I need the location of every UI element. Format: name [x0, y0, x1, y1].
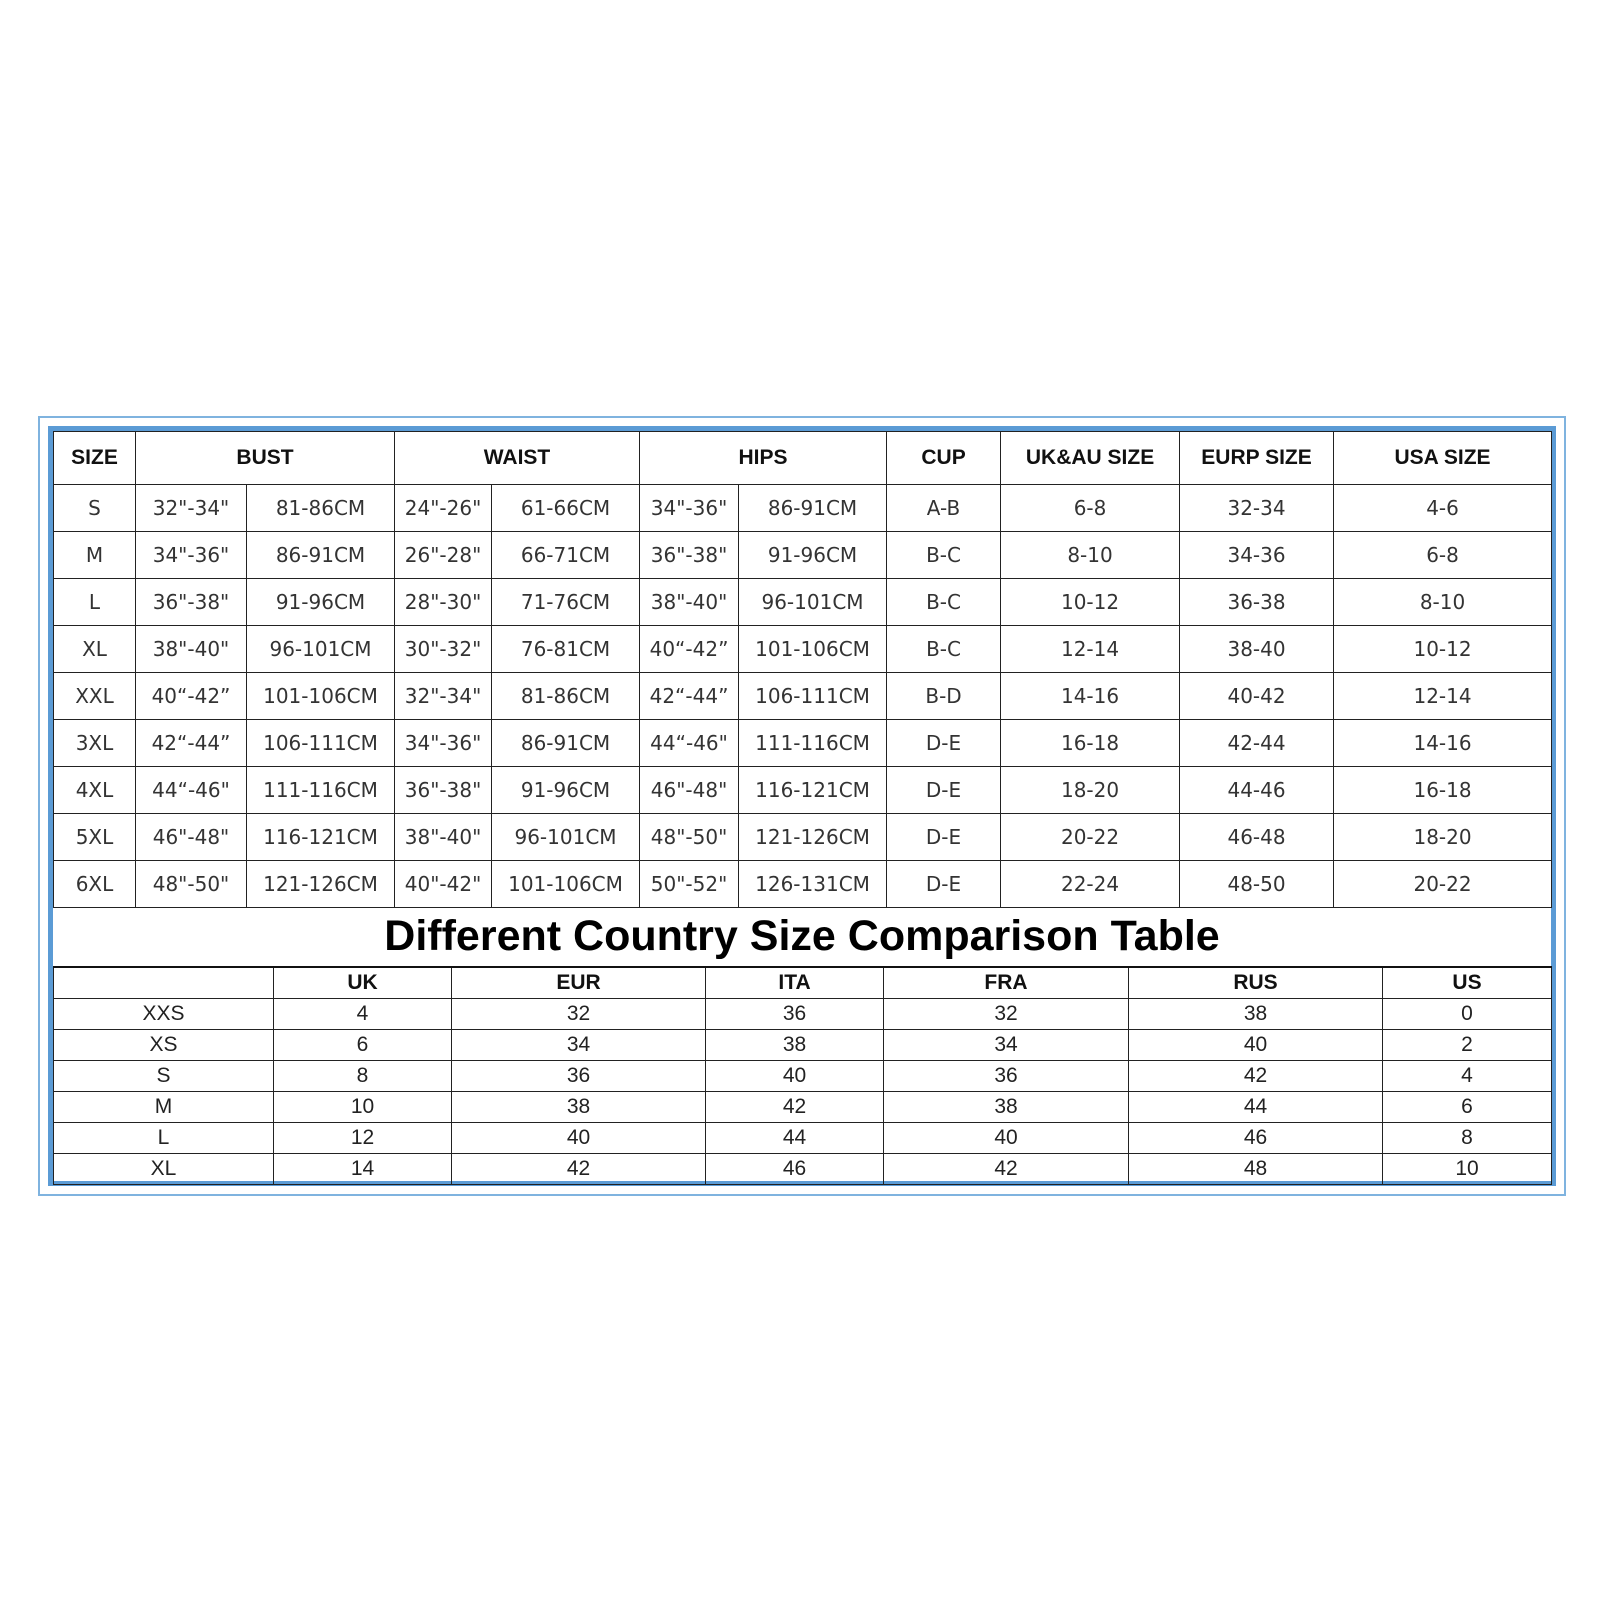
size-cell: 42-44: [1180, 720, 1334, 767]
comparison-cell: 40: [706, 1061, 884, 1092]
size-cell: 32"-34": [395, 673, 492, 720]
comparison-cell: 36: [706, 999, 884, 1030]
comparison-row: [54, 1123, 1552, 1154]
comparison-cell: 38: [706, 1030, 884, 1061]
size-cell: 20-22: [1001, 814, 1180, 861]
size-cell: 6-8: [1334, 532, 1552, 579]
size-cell: 38"-40": [640, 579, 739, 626]
size-row: [54, 814, 1552, 861]
size-cell: 81-86CM: [247, 485, 395, 532]
size-cell: 111-116CM: [247, 767, 395, 814]
size-cell: 48-50: [1180, 861, 1334, 908]
size-cell: 42“-44”: [640, 673, 739, 720]
size-cell: 96-101CM: [247, 626, 395, 673]
size-cell: 38"-40": [395, 814, 492, 861]
comparison-cell: 34: [452, 1030, 706, 1061]
size-cell: XL: [54, 626, 136, 673]
size-cell: 111-116CM: [739, 720, 887, 767]
comparison-cell: 44: [706, 1123, 884, 1154]
comparison-cell: 32: [884, 999, 1129, 1030]
size-cell: 121-126CM: [739, 814, 887, 861]
size-cell: 18-20: [1334, 814, 1552, 861]
size-cell: 46"-48": [640, 767, 739, 814]
size-row: [54, 720, 1552, 767]
size-cell: 38"-40": [136, 626, 247, 673]
size-cell: 5XL: [54, 814, 136, 861]
size-cell: D-E: [887, 767, 1001, 814]
size-cell: 96-101CM: [739, 579, 887, 626]
size-row: [54, 861, 1552, 908]
size-row: [54, 579, 1552, 626]
header-eur: EUR: [452, 967, 706, 999]
size-cell: 44“-46": [640, 720, 739, 767]
size-row: [54, 626, 1552, 673]
size-cell: B-C: [887, 626, 1001, 673]
size-cell: B-C: [887, 532, 1001, 579]
header-eurp-size: EURP SIZE: [1180, 432, 1334, 485]
size-cell: 86-91CM: [739, 485, 887, 532]
size-cell: 61-66CM: [492, 485, 640, 532]
size-cell: B-D: [887, 673, 1001, 720]
country-comparison-table: [53, 966, 1552, 1185]
size-cell: 18-20: [1001, 767, 1180, 814]
size-cell: 91-96CM: [247, 579, 395, 626]
size-cell: 91-96CM: [492, 767, 640, 814]
comparison-cell: 10: [1383, 1154, 1552, 1185]
header-ita: ITA: [706, 967, 884, 999]
comparison-cell: S: [54, 1061, 274, 1092]
header-size: SIZE: [54, 432, 136, 485]
size-cell: 22-24: [1001, 861, 1180, 908]
size-cell: 6XL: [54, 861, 136, 908]
size-cell: 32-34: [1180, 485, 1334, 532]
header-waist: WAIST: [395, 432, 640, 485]
comparison-cell: 46: [1129, 1123, 1383, 1154]
size-cell: 106-111CM: [739, 673, 887, 720]
size-cell: 16-18: [1001, 720, 1180, 767]
size-cell: 40“-42”: [640, 626, 739, 673]
comparison-cell: 48: [1129, 1154, 1383, 1185]
comparison-cell: 4: [274, 999, 452, 1030]
comparison-row: [54, 1030, 1552, 1061]
comparison-cell: 0: [1383, 999, 1552, 1030]
comparison-cell: L: [54, 1123, 274, 1154]
comparison-cell: 32: [452, 999, 706, 1030]
comparison-cell: XS: [54, 1030, 274, 1061]
size-cell: 40“-42”: [136, 673, 247, 720]
size-cell: 30"-32": [395, 626, 492, 673]
size-cell: 16-18: [1334, 767, 1552, 814]
size-row: [54, 767, 1552, 814]
comparison-cell: 36: [452, 1061, 706, 1092]
header-cup: CUP: [887, 432, 1001, 485]
size-cell: 24"-26": [395, 485, 492, 532]
comparison-row: [54, 1154, 1552, 1185]
size-cell: 96-101CM: [492, 814, 640, 861]
size-row: [54, 673, 1552, 720]
comparison-title: Different Country Size Comparison Table: [384, 912, 1220, 960]
size-cell: 86-91CM: [492, 720, 640, 767]
size-cell: 71-76CM: [492, 579, 640, 626]
size-cell: S: [54, 485, 136, 532]
comparison-row: [54, 1092, 1552, 1123]
size-cell: B-C: [887, 579, 1001, 626]
header-fra: FRA: [884, 967, 1129, 999]
comparison-cell: 10: [274, 1092, 452, 1123]
size-chart-header-row: [54, 432, 1552, 485]
comparison-cell: 8: [274, 1061, 452, 1092]
size-cell: 116-121CM: [247, 814, 395, 861]
size-cell: 34-36: [1180, 532, 1334, 579]
comparison-cell: XL: [54, 1154, 274, 1185]
size-cell: 4-6: [1334, 485, 1552, 532]
header-us: US: [1383, 967, 1552, 999]
size-cell: 10-12: [1001, 579, 1180, 626]
size-cell: D-E: [887, 720, 1001, 767]
comparison-cell: 38: [884, 1092, 1129, 1123]
comparison-cell: XXS: [54, 999, 274, 1030]
size-cell: 101-106CM: [739, 626, 887, 673]
comparison-cell: 42: [884, 1154, 1129, 1185]
size-cell: 81-86CM: [492, 673, 640, 720]
size-cell: 10-12: [1334, 626, 1552, 673]
size-chart-table: [53, 431, 1552, 908]
comparison-cell: 42: [452, 1154, 706, 1185]
comparison-cell: 8: [1383, 1123, 1552, 1154]
size-cell: 76-81CM: [492, 626, 640, 673]
comparison-cell: 6: [274, 1030, 452, 1061]
header-usa-size: USA SIZE: [1334, 432, 1552, 485]
comparison-cell: 34: [884, 1030, 1129, 1061]
size-cell: 12-14: [1001, 626, 1180, 673]
size-cell: 20-22: [1334, 861, 1552, 908]
header-bust: BUST: [136, 432, 395, 485]
size-cell: A-B: [887, 485, 1001, 532]
comparison-cell: 40: [1129, 1030, 1383, 1061]
size-cell: 46"-48": [136, 814, 247, 861]
header-uk: UK: [274, 967, 452, 999]
size-cell: 106-111CM: [247, 720, 395, 767]
size-cell: 86-91CM: [247, 532, 395, 579]
header-ukau-size: UK&AU SIZE: [1001, 432, 1180, 485]
size-cell: 34"-36": [640, 485, 739, 532]
size-cell: 32"-34": [136, 485, 247, 532]
size-cell: 46-48: [1180, 814, 1334, 861]
size-cell: 34"-36": [136, 532, 247, 579]
size-cell: 40"-42": [395, 861, 492, 908]
size-cell: 121-126CM: [247, 861, 395, 908]
size-cell: 91-96CM: [739, 532, 887, 579]
comparison-cell: 40: [452, 1123, 706, 1154]
comparison-header-row: [54, 967, 1552, 999]
size-cell: 101-106CM: [492, 861, 640, 908]
size-cell: 48"-50": [640, 814, 739, 861]
header-rus: RUS: [1129, 967, 1383, 999]
comparison-cell: 2: [1383, 1030, 1552, 1061]
size-cell: 4XL: [54, 767, 136, 814]
size-cell: 126-131CM: [739, 861, 887, 908]
size-cell: 38-40: [1180, 626, 1334, 673]
comparison-cell: 38: [452, 1092, 706, 1123]
size-cell: 40-42: [1180, 673, 1334, 720]
size-cell: 26"-28": [395, 532, 492, 579]
size-cell: 116-121CM: [739, 767, 887, 814]
size-row: [54, 485, 1552, 532]
comparison-cell: 44: [1129, 1092, 1383, 1123]
size-cell: 36"-38": [136, 579, 247, 626]
size-cell: 66-71CM: [492, 532, 640, 579]
size-cell: 48"-50": [136, 861, 247, 908]
size-cell: D-E: [887, 814, 1001, 861]
comparison-cell: 4: [1383, 1061, 1552, 1092]
comparison-cell: 40: [884, 1123, 1129, 1154]
comparison-cell: 42: [706, 1092, 884, 1123]
comparison-cell: 14: [274, 1154, 452, 1185]
size-cell: 36-38: [1180, 579, 1334, 626]
comparison-cell: 36: [884, 1061, 1129, 1092]
size-cell: L: [54, 579, 136, 626]
size-cell: 36"-38": [395, 767, 492, 814]
size-cell: 6-8: [1001, 485, 1180, 532]
comparison-cell: 42: [1129, 1061, 1383, 1092]
size-cell: 36"-38": [640, 532, 739, 579]
size-cell: 42“-44”: [136, 720, 247, 767]
size-cell: 101-106CM: [247, 673, 395, 720]
size-cell: 12-14: [1334, 673, 1552, 720]
comparison-row: [54, 999, 1552, 1030]
comparison-cell: M: [54, 1092, 274, 1123]
comparison-cell: 38: [1129, 999, 1383, 1030]
size-cell: 8-10: [1001, 532, 1180, 579]
size-cell: M: [54, 532, 136, 579]
comparison-cell: 46: [706, 1154, 884, 1185]
size-cell: XXL: [54, 673, 136, 720]
size-cell: 50"-52": [640, 861, 739, 908]
comparison-cell: 12: [274, 1123, 452, 1154]
size-cell: D-E: [887, 861, 1001, 908]
size-row: [54, 532, 1552, 579]
size-cell: 44-46: [1180, 767, 1334, 814]
size-cell: 28"-30": [395, 579, 492, 626]
comparison-cell: 6: [1383, 1092, 1552, 1123]
comparison-row: [54, 1061, 1552, 1092]
size-cell: 8-10: [1334, 579, 1552, 626]
size-cell: 3XL: [54, 720, 136, 767]
size-cell: 14-16: [1334, 720, 1552, 767]
size-cell: 34"-36": [395, 720, 492, 767]
header-hips: HIPS: [640, 432, 887, 485]
size-cell: 44“-46": [136, 767, 247, 814]
size-cell: 14-16: [1001, 673, 1180, 720]
header-blank: [54, 967, 274, 999]
